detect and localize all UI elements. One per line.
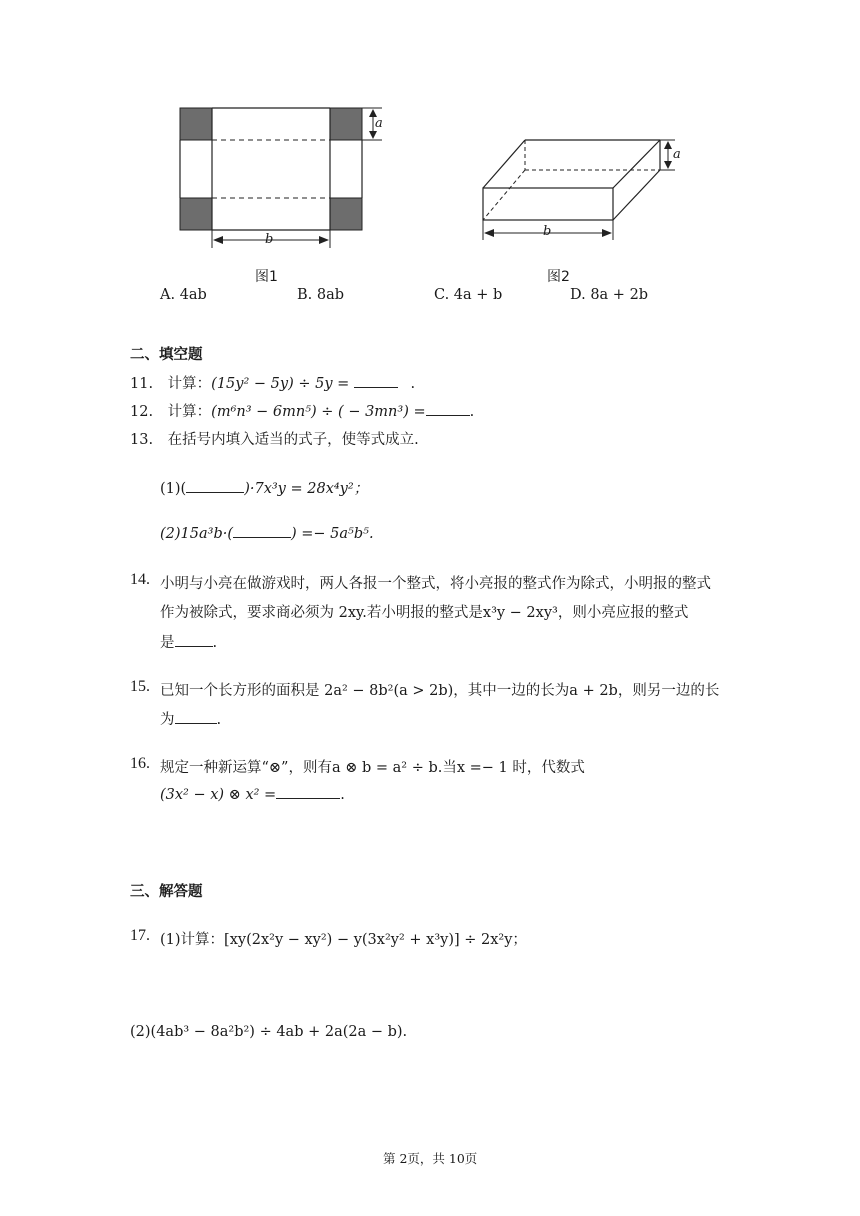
fig1-label-b: b <box>265 232 274 247</box>
part-lead: (2)15a³b·( <box>160 526 233 542</box>
section-3-title: 三、解答题 <box>130 884 203 900</box>
option-b: B. 8ab <box>297 287 345 303</box>
line-text: (3x² − x) ⊗ x² = <box>160 787 277 803</box>
answer-blank[interactable] <box>175 634 213 647</box>
question-17-part-2: (2)(4ab³ − 8a²b²) ÷ 4ab + 2a(2a − b). <box>130 1024 408 1040</box>
question-14-line-3 <box>160 631 217 652</box>
part-tail: )·7x³y = 28x⁴y²； <box>244 481 369 497</box>
line-tail: . <box>216 712 222 728</box>
section-2-title: 二、填空题 <box>130 347 203 363</box>
question-11 <box>130 372 415 393</box>
answer-blank[interactable] <box>354 375 398 388</box>
question-17-number: 17. <box>130 927 150 944</box>
question-prefix: 计算： <box>167 404 212 420</box>
figure-1-diagram <box>170 100 400 265</box>
fig2-label-a: a <box>673 147 681 162</box>
question-number: 11. <box>130 376 154 392</box>
line-text: 是 <box>160 635 175 651</box>
question-14-line-1: 小明与小亮在做游戏时，两人各报一个整式，将小亮报的整式作为除式，小明报的整式 <box>160 576 711 592</box>
fig1-label-a: a <box>375 116 383 131</box>
part-lead: (1)( <box>160 481 187 497</box>
question-prefix: 计算： <box>167 376 212 392</box>
question-16-line-2 <box>160 786 345 803</box>
part-tail: ) =− 5a⁵b⁵. <box>291 526 374 542</box>
question-expression: (m⁶n³ − 6mn⁵) ÷ ( − 3mn³) = <box>211 404 426 420</box>
answer-blank[interactable] <box>186 480 244 493</box>
question-number: 13. <box>130 432 154 448</box>
question-expression: (15y² − 5y) ÷ 5y = <box>211 376 350 392</box>
question-17-part-1: (1)计算：[xy(2x²y − xy²) − y(3x²y² + x³y)] ÷ 2x²y； <box>160 932 527 948</box>
question-12 <box>130 400 474 421</box>
line-tail: . <box>212 635 218 651</box>
fig2-label-b: b <box>543 224 552 239</box>
question-15-line-2 <box>160 708 221 729</box>
question-13 <box>130 428 419 449</box>
line-tail: . <box>340 787 345 803</box>
fig2-caption: 图2 <box>547 269 570 285</box>
question-number: 12. <box>130 404 154 420</box>
question-13-part-1 <box>160 477 368 498</box>
option-a: A. 4ab <box>160 287 207 303</box>
question-16-line-1: 规定一种新运算“⊗”，则有a ⊗ b = a² ÷ b.当x =− 1 时，代数式 <box>160 760 585 776</box>
question-tail: . <box>410 376 416 392</box>
answer-blank[interactable] <box>175 711 217 724</box>
answer-blank[interactable] <box>233 525 291 538</box>
question-15-number: 15. <box>130 678 150 695</box>
option-d: D. 8a + 2b <box>570 287 649 303</box>
answer-blank[interactable] <box>426 403 470 416</box>
option-c: C. 4a + b <box>434 287 503 303</box>
question-16-number: 16. <box>130 755 150 772</box>
fig1-caption: 图1 <box>255 269 278 285</box>
question-13-part-2 <box>160 525 374 542</box>
page-footer: 第 2页，共 10页 <box>383 1151 478 1166</box>
answer-blank[interactable] <box>276 786 340 799</box>
question-14-number: 14. <box>130 571 150 588</box>
question-tail: . <box>469 404 475 420</box>
figure-2-diagram <box>475 130 695 245</box>
question-14-line-2: 作为被除式，要求商必须为 2xy.若小明报的整式是x³y − 2xy³，则小亮应报的整式 <box>160 605 689 621</box>
question-15-line-1: 已知一个长方形的面积是 2a² − 8b²(a > 2b)，其中一边的长为a + 2b，则另一边的长 <box>160 683 720 699</box>
question-text: 在括号内填入适当的式子，使等式成立. <box>167 432 419 448</box>
line-text: 为 <box>160 712 175 728</box>
